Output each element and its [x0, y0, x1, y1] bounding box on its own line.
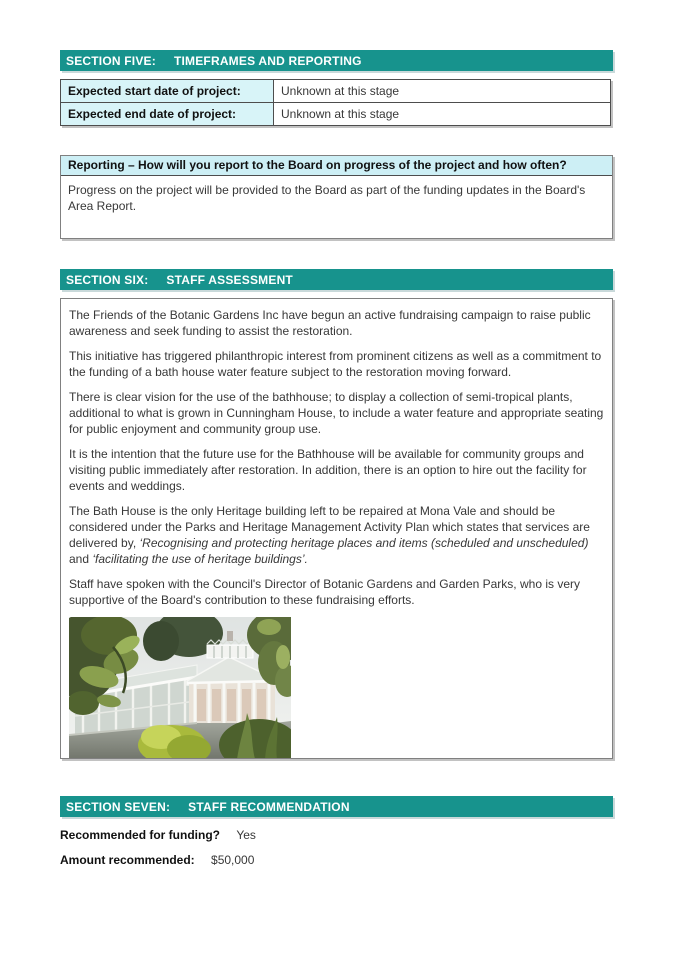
start-date-value-cell: Unknown at this stage — [274, 80, 611, 103]
staff-assessment-box — [60, 298, 613, 759]
section-five-title: TIMEFRAMES AND REPORTING — [173, 53, 362, 68]
assessment-paragraph: This initiative has triggered philanthropic interest from prominent citizens as well as a commitment to the funding of a bath house water feature subject to the restoration moving forward. — [69, 349, 602, 379]
section-seven-title: STAFF RECOMMENDATION — [188, 799, 350, 814]
reporting-question: Reporting – How will you report to the Board on progress of the project and how often? — [61, 156, 612, 176]
section-six-title: STAFF ASSESSMENT — [166, 272, 293, 287]
recommended-for-funding-label: Recommended for funding? — [60, 828, 220, 842]
recommended-for-funding-value: Yes — [236, 828, 256, 842]
section-five-header-bar — [60, 50, 613, 71]
project-dates-table — [60, 79, 611, 126]
table-row — [61, 80, 611, 103]
assessment-paragraph: Staff have spoken with the Council's Director of Botanic Gardens and Garden Parks, who is very supportive of the Board's contribution to these fundraising efforts. — [69, 577, 580, 607]
reporting-box — [60, 155, 613, 239]
amount-recommended-value: $50,000 — [211, 853, 255, 867]
amount-recommended-label: Amount recommended: — [60, 853, 195, 867]
assessment-paragraph: It is the intention that the future use for the Bathhouse will be available for community groups and visiting public immediately after restoration. In addition, there is an option to hire out the facility for events and weddings. — [69, 447, 587, 493]
glasshouse-photo — [69, 617, 291, 759]
section-seven-label: SECTION SEVEN: — [66, 799, 171, 814]
table-row — [61, 103, 611, 126]
recommended-for-funding-row — [60, 828, 675, 842]
assessment-paragraph: There is clear vision for the use of the bathhouse; to display a collection of semi-tropical plants, additional to what is grown in Cunningham House, to include a water feature and appropriate seating for public enjoyment and community group use. — [69, 390, 604, 436]
start-date-label-cell: Expected start date of project: — [61, 80, 274, 103]
section-seven-header-bar — [60, 796, 613, 817]
section-six-label: SECTION SIX: — [66, 272, 149, 287]
end-date-label-cell: Expected end date of project: — [61, 103, 274, 126]
assessment-paragraph: The Bath House is the only Heritage building left to be repaired at Mona Vale and should be considered under the Parks and Heritage Management Activity Plan which states that services are delivered by, ‘Recognising and protecting heritage places and items (scheduled and unscheduled) and ‘facilitating the use of heritage buildings’. — [69, 504, 590, 566]
end-date-value-cell: Unknown at this stage — [274, 103, 611, 126]
section-six-header-bar — [60, 269, 613, 290]
reporting-answer: Progress on the project will be provided to the Board as part of the funding updates in the Board's Area Report. — [68, 183, 586, 213]
assessment-paragraph: The Friends of the Botanic Gardens Inc have begun an active fundraising campaign to raise public awareness and seek funding to assist the restoration. — [69, 308, 591, 338]
section-five-label: SECTION FIVE: — [66, 53, 156, 68]
amount-recommended-row — [60, 853, 675, 867]
